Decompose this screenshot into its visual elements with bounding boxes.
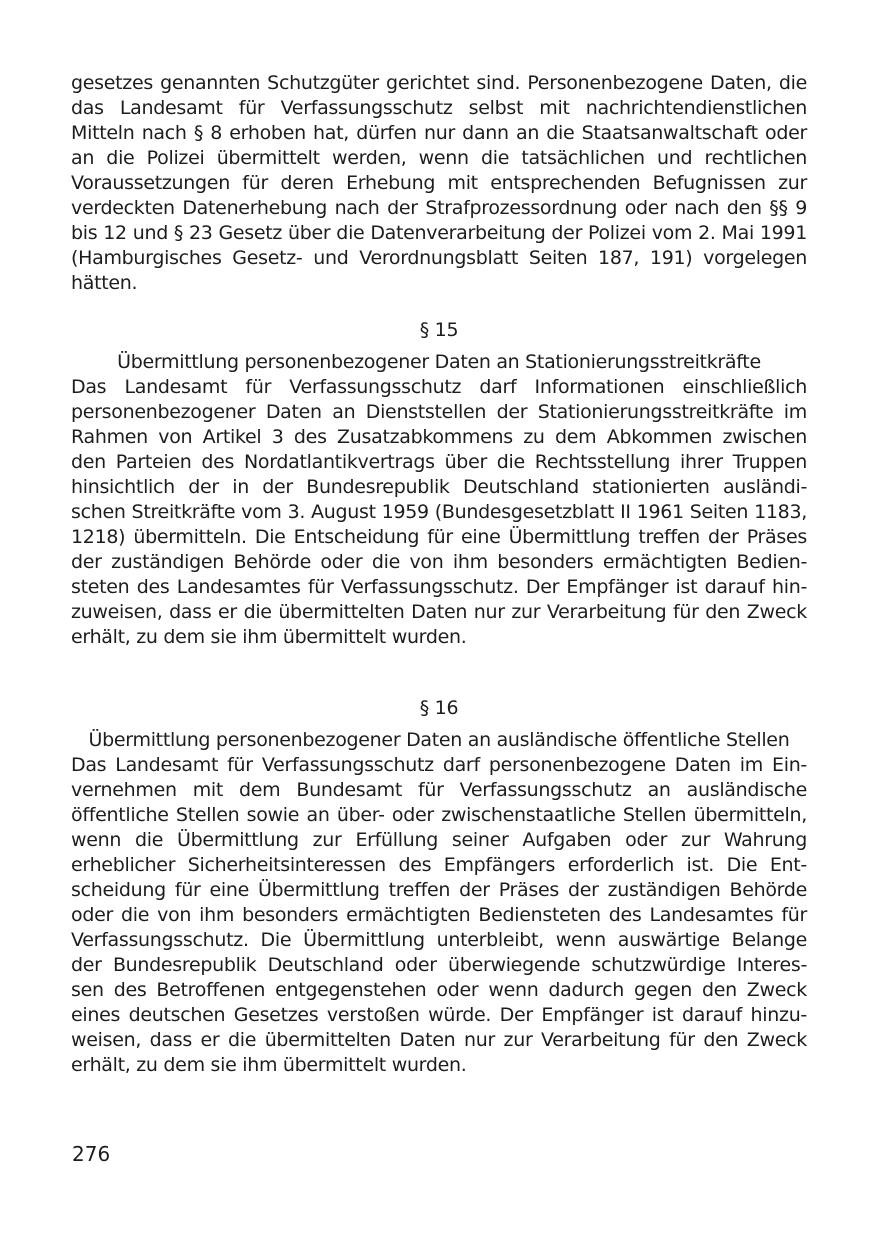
text-line: gesetzes genannten Schutzgüter gerichtet sind. Personenbezogene Daten, die bbox=[71, 72, 807, 94]
text-line: hinsichtlich der in der Bundesrepublik Deutschland stationierten ausländi- bbox=[71, 476, 807, 498]
text-line: sen des Betroffenen entgegenstehen oder wenn dadurch gegen den Zweck bbox=[71, 979, 807, 1001]
text-line: zuweisen, dass er die übermittelten Daten nur zur Verarbeitung für den Zweck bbox=[71, 601, 807, 623]
text-line: das Landesamt für Verfassungsschutz selbst mit nachrichtendienstlichen bbox=[71, 97, 807, 119]
text-line: verdeckten Datenerhebung nach der Strafprozessordnung oder nach den §§ 9 bbox=[71, 197, 807, 219]
para-continuation bbox=[71, 71, 807, 296]
para-section-15 bbox=[71, 375, 807, 650]
text-line: erheblicher Sicherheitsinteressen des Empfängers erforderlich ist. Die Ent- bbox=[71, 854, 807, 876]
text-line: Das Landesamt für Verfassungsschutz darf Informationen einschließlich bbox=[71, 376, 807, 398]
text-line: oder die von ihm besonders ermächtigten Bediensteten des Landesamtes für bbox=[71, 904, 807, 926]
text-line: personenbezogener Daten an Dienststellen der Stationierungsstreitkräfte im bbox=[71, 401, 807, 423]
text-line: weisen, dass er die übermittelten Daten nur zur Verarbeitung für den Zweck bbox=[71, 1029, 807, 1051]
text-line: (Hamburgisches Gesetz- und Verordnungsblatt Seiten 187, 191) vorgelegen bbox=[71, 247, 807, 269]
text-line: scheidung für eine Übermittlung treffen der Präses der zuständigen Behörde bbox=[71, 879, 807, 901]
text-line: Voraussetzungen für deren Erhebung mit entsprechenden Befugnissen zur bbox=[71, 172, 807, 194]
text-line: erhält, zu dem sie ihm übermittelt wurden. bbox=[71, 1054, 467, 1076]
section-16-title: Übermittlung personenbezogener Daten an ausländische öffentliche Stellen bbox=[88, 729, 790, 751]
section-15-title: Übermittlung personenbezogener Daten an Stationierungsstreitkräfte bbox=[117, 351, 761, 373]
text-line: wenn die Übermittlung zur Erfüllung seiner Aufgaben oder zur Wahrung bbox=[71, 829, 807, 851]
text-line: Das Landesamt für Verfassungsschutz darf personenbezogene Daten im Ein- bbox=[71, 754, 807, 776]
text-line: erhält, zu dem sie ihm übermittelt wurden. bbox=[71, 626, 467, 648]
text-block bbox=[71, 71, 807, 1078]
para-section-16 bbox=[71, 753, 807, 1078]
text-line: 1218) übermitteln. Die Entscheidung für eine Übermittlung treffen der Präses bbox=[71, 526, 807, 548]
text-line: steten des Landesamtes für Verfassungsschutz. Der Empfänger ist darauf hin- bbox=[71, 576, 807, 598]
text-line: Mitteln nach § 8 erhoben hat, dürfen nur dann an die Staatsanwaltschaft oder bbox=[71, 122, 807, 144]
text-line: öffentliche Stellen sowie an über- oder zwischenstaatliche Stellen übermitteln, bbox=[71, 804, 807, 826]
text-line: bis 12 und § 23 Gesetz über die Datenverarbeitung der Polizei vom 2. Mai 1991 bbox=[71, 222, 807, 244]
text-line: hätten. bbox=[71, 272, 138, 294]
page-number: 276 bbox=[72, 1142, 111, 1166]
text-line: schen Streitkräfte vom 3. August 1959 (Bundesgesetzblatt II 1961 Seiten 1183, bbox=[71, 501, 807, 523]
text-line: Verfassungsschutz. Die Übermittlung unterbleibt, wenn auswärtige Belange bbox=[71, 929, 807, 951]
text-line: eines deutschen Gesetzes verstoßen würde. Der Empfänger ist darauf hinzu- bbox=[71, 1004, 807, 1026]
section-15-number: § 15 bbox=[419, 319, 459, 341]
text-line: vernehmen mit dem Bundesamt für Verfassungsschutz an ausländische bbox=[71, 779, 807, 801]
text-line: der Bundesrepublik Deutschland oder überwiegende schutzwürdige Interes- bbox=[71, 954, 807, 976]
text-line: der zuständigen Behörde oder die von ihm besonders ermächtigten Bedien- bbox=[71, 551, 807, 573]
text-line: den Parteien des Nordatlantikvertrags über die Rechtsstellung ihrer Truppen bbox=[71, 451, 807, 473]
section-16-number: § 16 bbox=[419, 697, 459, 719]
text-line: Rahmen von Artikel 3 des Zusatzabkommens zu dem Abkommen zwischen bbox=[71, 426, 807, 448]
text-line: an die Polizei übermittelt werden, wenn die tatsächlichen und rechtlichen bbox=[71, 147, 807, 169]
